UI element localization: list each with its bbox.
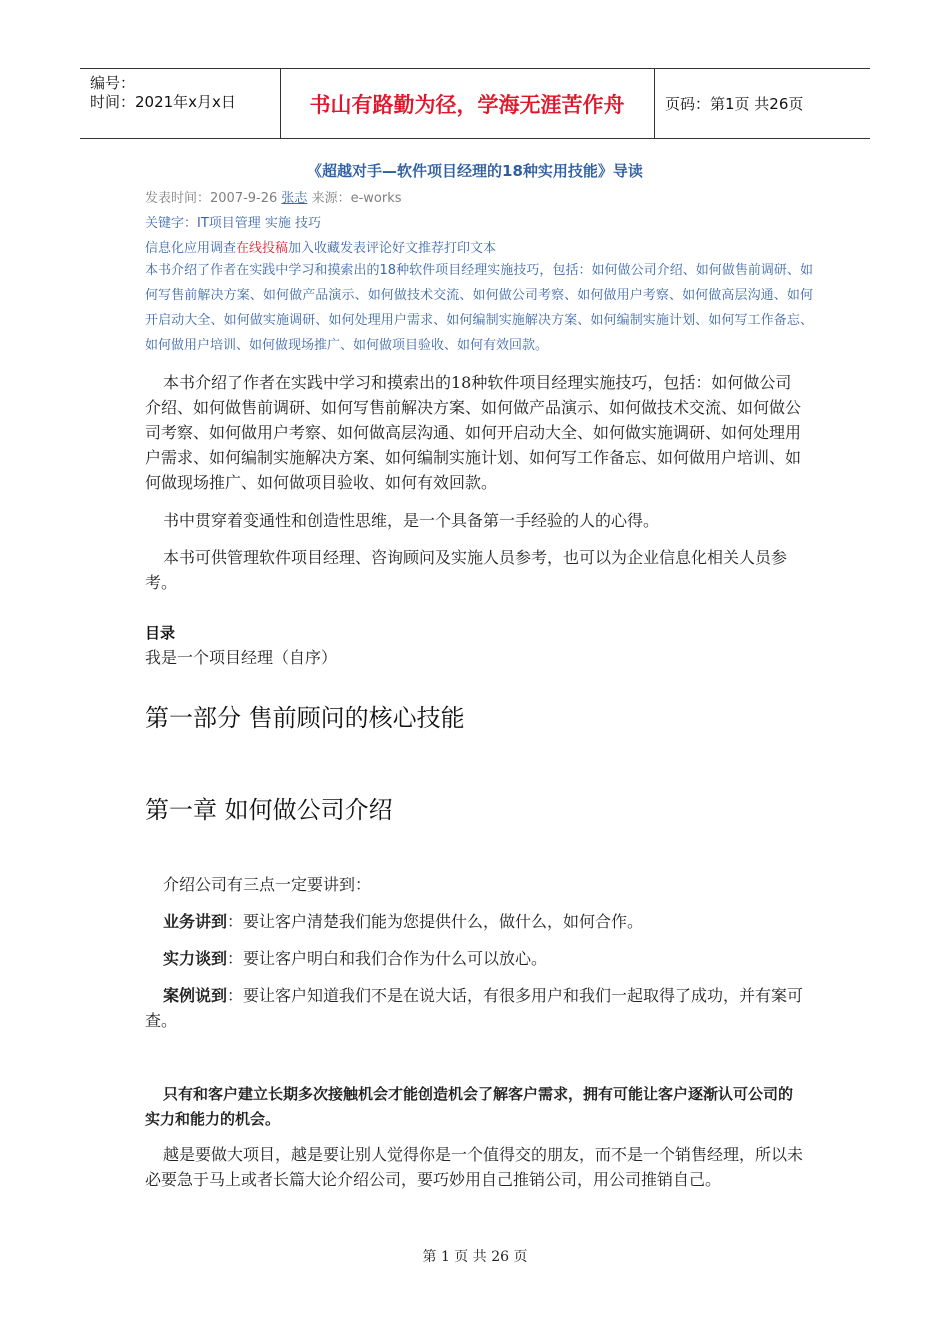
part-title: 第一部分 售前顾问的核心技能 (145, 704, 465, 732)
header-page-info: 页码：第1页 共26页 (665, 95, 804, 113)
point-business-text: ：要让客户清楚我们能为您提供什么，做什么，如何合作。 (227, 912, 644, 931)
point-case-label: 案例说到 (163, 986, 228, 1005)
article-pub-info (145, 187, 402, 206)
page-footer: 第 1 页 共 26 页 (422, 1249, 528, 1265)
number-label: 编号： (90, 74, 136, 92)
bold-paragraph: 只有和客户建立长期多次接触机会才能创造机会了解客户需求，拥有可能让客户逐渐认可公司的实力和能力的机会。 (145, 1085, 794, 1128)
survey-link[interactable]: 信息化应用调查 (145, 241, 237, 256)
article-source: 来源：e-works (307, 191, 402, 206)
header-meta-cell (80, 69, 281, 138)
article-title: 《超越对手—软件项目经理的18种实用技能》导读 (307, 162, 643, 180)
point-strength (145, 946, 805, 971)
paragraph-audience: 本书可供管理软件项目经理、咨询顾问及实施人员参考，也可以为企业信息化相关人员参考。 (145, 548, 788, 592)
toc-item: 我是一个项目经理（自序） (145, 648, 338, 667)
pub-date: 发表时间：2007-9-26 (145, 191, 282, 206)
actions-links[interactable]: 加入收藏发表评论好文推荐打印文本 (288, 241, 497, 256)
paragraph-thinking: 书中贯穿着变通性和创造性思维，是一个具备第一手经验的人的心得。 (163, 511, 660, 530)
time-label: 时间：2021年x月x日 (90, 93, 236, 111)
submit-link[interactable]: 在线投稿 (236, 241, 289, 256)
point-business-label: 业务讲到 (163, 912, 228, 931)
article-links (145, 237, 496, 256)
author-link[interactable]: 张志 (281, 191, 308, 206)
article-summary: 本书介绍了作者在实践中学习和摸索出的18种软件项目经理实施技巧，包括：如何做公司介绍、如何做售前调研、如何写售前解决方案、如何做产品演示、如何做技术交流、如何做公司考察、如何做用户考察、如何做高层沟通、如何开启动大全、如何做实施调研、如何处理用户需求、如何编制实施解决方案、如何编制实施计划、如何写工作备忘、如何做用户培训、如何做现场推广、如何做项目验收、如何有效回款。 (145, 263, 813, 353)
point-strength-text: ：要让客户明白和我们合作为什么可以放心。 (227, 949, 548, 968)
intro-paragraph: 本书介绍了作者在实践中学习和摸索出的18种软件项目经理实施技巧，包括：如何做公司介绍、如何做售前调研、如何写售前解决方案、如何做产品演示、如何做技术交流、如何做公司考察、如何做用户考察、如何做高层沟通、如何开启动大全、如何做实施调研、如何处理用户需求、如何编制实施解决方案、如何编制实施计划、如何写工作备忘、如何做用户培训、如何做现场推广、如何做项目验收、如何有效回款。 (145, 373, 802, 492)
last-paragraph: 越是要做大项目，越是要让别人觉得你是一个值得交的朋友，而不是一个销售经理，所以未必要急于马上或者长篇大论介绍公司，要巧妙用自己推销公司，用公司推销自己。 (145, 1145, 804, 1189)
point-case-text: ：要让客户知道我们不是在说大话，有很多用户和我们一起取得了成功，并有案可查。 (145, 986, 804, 1030)
header-motto: 书山有路勤为径，学海无涯苦作舟 (280, 69, 655, 138)
point-strength-label: 实力谈到 (163, 949, 228, 968)
toc-label: 目录 (145, 624, 176, 642)
point-business (145, 909, 805, 934)
intro-line: 介绍公司有三点一定要讲到： (163, 875, 372, 894)
article-keywords: 关键字：IT项目管理 实施 技巧 (145, 216, 322, 231)
page-header (80, 68, 870, 139)
chapter-title: 第一章 如何做公司介绍 (145, 796, 393, 824)
point-case (145, 983, 805, 1033)
